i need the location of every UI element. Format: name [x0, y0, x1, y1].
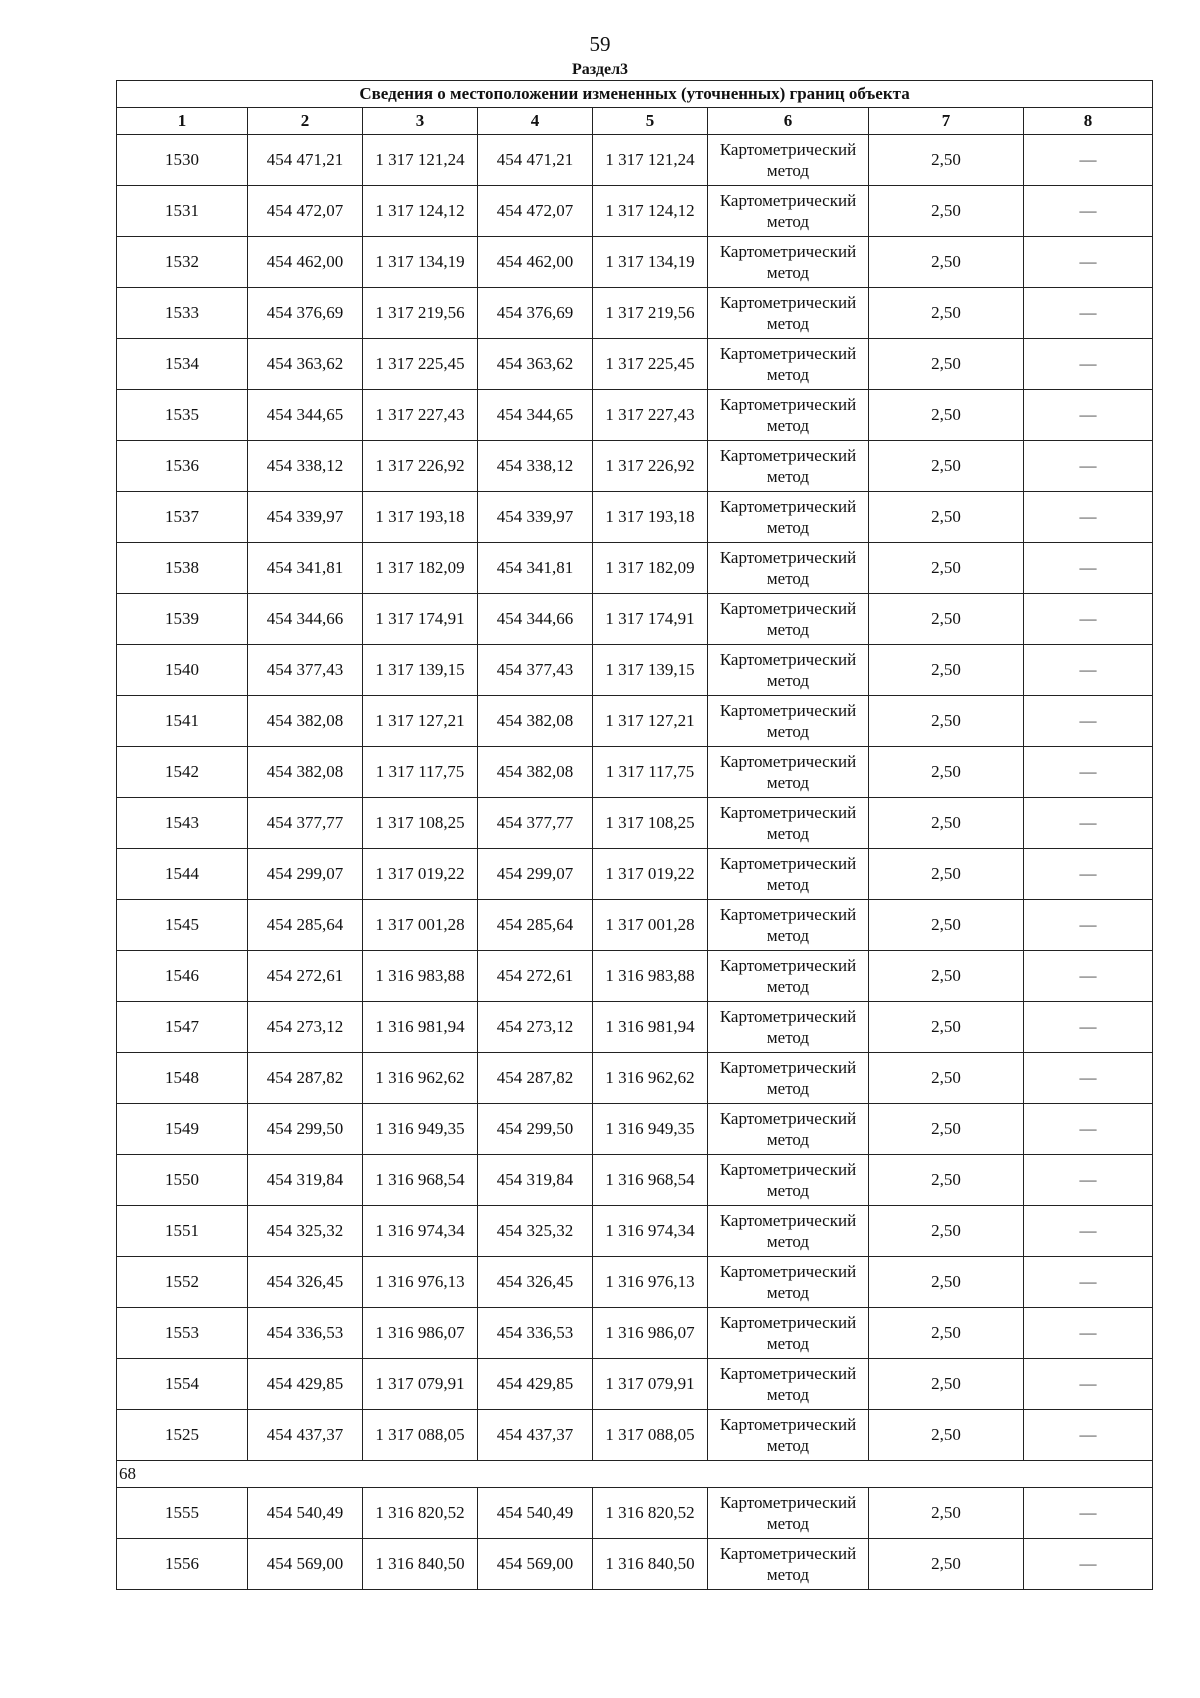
point-number-cell: 1551 — [117, 1206, 248, 1257]
point-number-cell: 1535 — [117, 390, 248, 441]
y-new-cell: 1 317 019,22 — [593, 849, 708, 900]
table-row — [117, 390, 1153, 441]
description-cell: — — [1024, 798, 1153, 849]
method-cell: Картометрический метод — [708, 1488, 869, 1539]
x-old-cell: 454 344,65 — [248, 390, 363, 441]
precision-cell: 2,50 — [869, 1155, 1024, 1206]
x-old-cell: 454 471,21 — [248, 135, 363, 186]
y-old-cell: 1 316 986,07 — [363, 1308, 478, 1359]
y-new-cell: 1 317 193,18 — [593, 492, 708, 543]
table-row — [117, 594, 1153, 645]
method-cell: Картометрический метод — [708, 288, 869, 339]
method-cell: Картометрический метод — [708, 492, 869, 543]
table-row — [117, 747, 1153, 798]
precision-cell: 2,50 — [869, 849, 1024, 900]
column-number: 3 — [363, 108, 478, 135]
y-new-cell: 1 317 227,43 — [593, 390, 708, 441]
table-row — [117, 1410, 1153, 1461]
y-old-cell: 1 316 968,54 — [363, 1155, 478, 1206]
x-old-cell: 454 287,82 — [248, 1053, 363, 1104]
precision-cell: 2,50 — [869, 441, 1024, 492]
column-number: 7 — [869, 108, 1024, 135]
x-old-cell: 454 341,81 — [248, 543, 363, 594]
x-new-cell: 454 338,12 — [478, 441, 593, 492]
column-number: 2 — [248, 108, 363, 135]
description-cell: — — [1024, 900, 1153, 951]
method-cell: Картометрический метод — [708, 1206, 869, 1257]
description-cell: — — [1024, 1539, 1153, 1590]
x-new-cell: 454 471,21 — [478, 135, 593, 186]
description-cell: — — [1024, 390, 1153, 441]
x-old-cell: 454 363,62 — [248, 339, 363, 390]
method-cell: Картометрический метод — [708, 339, 869, 390]
description-cell: — — [1024, 186, 1153, 237]
point-number-cell: 1544 — [117, 849, 248, 900]
method-cell: Картометрический метод — [708, 1053, 869, 1104]
point-number-cell: 1534 — [117, 339, 248, 390]
y-old-cell: 1 317 108,25 — [363, 798, 478, 849]
x-new-cell: 454 319,84 — [478, 1155, 593, 1206]
precision-cell: 2,50 — [869, 1104, 1024, 1155]
y-old-cell: 1 317 219,56 — [363, 288, 478, 339]
point-number-cell: 1546 — [117, 951, 248, 1002]
y-new-cell: 1 317 088,05 — [593, 1410, 708, 1461]
table-row — [117, 900, 1153, 951]
x-old-cell: 454 319,84 — [248, 1155, 363, 1206]
y-new-cell: 1 316 976,13 — [593, 1257, 708, 1308]
y-new-cell: 1 316 968,54 — [593, 1155, 708, 1206]
description-cell: — — [1024, 1410, 1153, 1461]
point-number-cell: 1541 — [117, 696, 248, 747]
column-number: 5 — [593, 108, 708, 135]
precision-cell: 2,50 — [869, 900, 1024, 951]
y-old-cell: 1 316 949,35 — [363, 1104, 478, 1155]
precision-cell: 2,50 — [869, 1488, 1024, 1539]
x-new-cell: 454 569,00 — [478, 1539, 593, 1590]
x-old-cell: 454 540,49 — [248, 1488, 363, 1539]
contour-label: 68 — [117, 1461, 1153, 1488]
y-new-cell: 1 317 124,12 — [593, 186, 708, 237]
method-cell: Картометрический метод — [708, 696, 869, 747]
x-new-cell: 454 377,43 — [478, 645, 593, 696]
method-cell: Картометрический метод — [708, 900, 869, 951]
point-number-cell: 1552 — [117, 1257, 248, 1308]
page-number: 59 — [589, 32, 611, 56]
boundary-coordinates-table — [116, 80, 1153, 1590]
y-old-cell: 1 317 079,91 — [363, 1359, 478, 1410]
precision-cell: 2,50 — [869, 339, 1024, 390]
y-new-cell: 1 317 174,91 — [593, 594, 708, 645]
column-number: 8 — [1024, 108, 1153, 135]
method-cell: Картометрический метод — [708, 594, 869, 645]
point-number-cell: 1545 — [117, 900, 248, 951]
table-row — [117, 1359, 1153, 1410]
table-row — [117, 186, 1153, 237]
table-row — [117, 696, 1153, 747]
x-new-cell: 454 344,65 — [478, 390, 593, 441]
y-old-cell: 1 317 001,28 — [363, 900, 478, 951]
y-new-cell: 1 317 108,25 — [593, 798, 708, 849]
x-old-cell: 454 339,97 — [248, 492, 363, 543]
y-new-cell: 1 316 983,88 — [593, 951, 708, 1002]
precision-cell: 2,50 — [869, 492, 1024, 543]
x-old-cell: 454 299,07 — [248, 849, 363, 900]
y-new-cell: 1 317 079,91 — [593, 1359, 708, 1410]
point-number-cell: 1530 — [117, 135, 248, 186]
description-cell: — — [1024, 1053, 1153, 1104]
y-old-cell: 1 317 225,45 — [363, 339, 478, 390]
precision-cell: 2,50 — [869, 1359, 1024, 1410]
y-new-cell: 1 316 981,94 — [593, 1002, 708, 1053]
table-row — [117, 645, 1153, 696]
description-cell: — — [1024, 594, 1153, 645]
point-number-cell: 1540 — [117, 645, 248, 696]
point-number-cell: 1547 — [117, 1002, 248, 1053]
table-row — [117, 1308, 1153, 1359]
x-new-cell: 454 299,07 — [478, 849, 593, 900]
y-old-cell: 1 316 840,50 — [363, 1539, 478, 1590]
method-cell: Картометрический метод — [708, 1308, 869, 1359]
description-cell: — — [1024, 135, 1153, 186]
method-cell: Картометрический метод — [708, 1359, 869, 1410]
x-old-cell: 454 285,64 — [248, 900, 363, 951]
section-title: Раздел3 — [571, 61, 629, 78]
method-cell: Картометрический метод — [708, 747, 869, 798]
table-row — [117, 1257, 1153, 1308]
contour-row — [117, 1461, 1153, 1488]
method-cell: Картометрический метод — [708, 645, 869, 696]
precision-cell: 2,50 — [869, 1257, 1024, 1308]
point-number-cell: 1531 — [117, 186, 248, 237]
y-new-cell: 1 317 226,92 — [593, 441, 708, 492]
table-row — [117, 951, 1153, 1002]
method-cell: Картометрический метод — [708, 798, 869, 849]
table-row — [117, 849, 1153, 900]
precision-cell: 2,50 — [869, 1053, 1024, 1104]
table-row — [117, 1155, 1153, 1206]
point-number-cell: 1542 — [117, 747, 248, 798]
y-new-cell: 1 316 962,62 — [593, 1053, 708, 1104]
y-old-cell: 1 317 124,12 — [363, 186, 478, 237]
description-cell: — — [1024, 1155, 1153, 1206]
precision-cell: 2,50 — [869, 1308, 1024, 1359]
description-cell: — — [1024, 339, 1153, 390]
x-new-cell: 454 429,85 — [478, 1359, 593, 1410]
table-title: Сведения о местоположении измененных (уточненных) границ объекта — [117, 81, 1153, 108]
method-cell: Картометрический метод — [708, 1002, 869, 1053]
precision-cell: 2,50 — [869, 186, 1024, 237]
column-number: 4 — [478, 108, 593, 135]
precision-cell: 2,50 — [869, 594, 1024, 645]
y-old-cell: 1 316 981,94 — [363, 1002, 478, 1053]
table-row — [117, 1539, 1153, 1590]
precision-cell: 2,50 — [869, 135, 1024, 186]
y-new-cell: 1 317 117,75 — [593, 747, 708, 798]
description-cell: — — [1024, 1308, 1153, 1359]
precision-cell: 2,50 — [869, 288, 1024, 339]
table-body — [117, 135, 1153, 1590]
x-new-cell: 454 325,32 — [478, 1206, 593, 1257]
y-new-cell: 1 317 121,24 — [593, 135, 708, 186]
y-new-cell: 1 317 225,45 — [593, 339, 708, 390]
precision-cell: 2,50 — [869, 237, 1024, 288]
description-cell: — — [1024, 1206, 1153, 1257]
description-cell: — — [1024, 1002, 1153, 1053]
method-cell: Картометрический метод — [708, 237, 869, 288]
x-old-cell: 454 326,45 — [248, 1257, 363, 1308]
method-cell: Картометрический метод — [708, 1410, 869, 1461]
point-number-cell: 1548 — [117, 1053, 248, 1104]
x-old-cell: 454 377,43 — [248, 645, 363, 696]
x-old-cell: 454 437,37 — [248, 1410, 363, 1461]
x-old-cell: 454 338,12 — [248, 441, 363, 492]
point-number-cell: 1556 — [117, 1539, 248, 1590]
y-new-cell: 1 316 820,52 — [593, 1488, 708, 1539]
y-old-cell: 1 316 976,13 — [363, 1257, 478, 1308]
x-new-cell: 454 273,12 — [478, 1002, 593, 1053]
y-old-cell: 1 317 193,18 — [363, 492, 478, 543]
x-old-cell: 454 272,61 — [248, 951, 363, 1002]
table-row — [117, 237, 1153, 288]
table-row — [117, 339, 1153, 390]
y-new-cell: 1 317 127,21 — [593, 696, 708, 747]
description-cell: — — [1024, 1257, 1153, 1308]
method-cell: Картометрический метод — [708, 1155, 869, 1206]
y-old-cell: 1 316 974,34 — [363, 1206, 478, 1257]
x-new-cell: 454 382,08 — [478, 747, 593, 798]
table-row — [117, 1488, 1153, 1539]
description-cell: — — [1024, 747, 1153, 798]
x-new-cell: 454 326,45 — [478, 1257, 593, 1308]
method-cell: Картометрический метод — [708, 849, 869, 900]
method-cell: Картометрический метод — [708, 390, 869, 441]
point-number-cell: 1532 — [117, 237, 248, 288]
x-new-cell: 454 377,77 — [478, 798, 593, 849]
x-old-cell: 454 273,12 — [248, 1002, 363, 1053]
method-cell: Картометрический метод — [708, 186, 869, 237]
precision-cell: 2,50 — [869, 1206, 1024, 1257]
precision-cell: 2,50 — [869, 951, 1024, 1002]
x-new-cell: 454 336,53 — [478, 1308, 593, 1359]
x-new-cell: 454 299,50 — [478, 1104, 593, 1155]
description-cell: — — [1024, 237, 1153, 288]
point-number-cell: 1555 — [117, 1488, 248, 1539]
x-old-cell: 454 429,85 — [248, 1359, 363, 1410]
table-row — [117, 135, 1153, 186]
x-old-cell: 454 336,53 — [248, 1308, 363, 1359]
y-old-cell: 1 317 127,21 — [363, 696, 478, 747]
description-cell: — — [1024, 951, 1153, 1002]
x-old-cell: 454 377,77 — [248, 798, 363, 849]
y-new-cell: 1 317 139,15 — [593, 645, 708, 696]
precision-cell: 2,50 — [869, 798, 1024, 849]
y-old-cell: 1 317 226,92 — [363, 441, 478, 492]
point-number-cell: 1533 — [117, 288, 248, 339]
description-cell: — — [1024, 492, 1153, 543]
y-old-cell: 1 317 227,43 — [363, 390, 478, 441]
y-new-cell: 1 316 840,50 — [593, 1539, 708, 1590]
y-new-cell: 1 316 949,35 — [593, 1104, 708, 1155]
method-cell: Картометрический метод — [708, 1257, 869, 1308]
point-number-cell: 1549 — [117, 1104, 248, 1155]
y-old-cell: 1 316 962,62 — [363, 1053, 478, 1104]
table-row — [117, 1053, 1153, 1104]
y-new-cell: 1 317 001,28 — [593, 900, 708, 951]
y-old-cell: 1 317 019,22 — [363, 849, 478, 900]
x-old-cell: 454 569,00 — [248, 1539, 363, 1590]
precision-cell: 2,50 — [869, 696, 1024, 747]
point-number-cell: 1539 — [117, 594, 248, 645]
table-row — [117, 798, 1153, 849]
x-old-cell: 454 376,69 — [248, 288, 363, 339]
x-new-cell: 454 344,66 — [478, 594, 593, 645]
table-row — [117, 288, 1153, 339]
y-new-cell: 1 316 986,07 — [593, 1308, 708, 1359]
point-number-cell: 1536 — [117, 441, 248, 492]
y-old-cell: 1 317 182,09 — [363, 543, 478, 594]
table-row — [117, 543, 1153, 594]
column-number: 1 — [117, 108, 248, 135]
x-new-cell: 454 462,00 — [478, 237, 593, 288]
x-new-cell: 454 363,62 — [478, 339, 593, 390]
x-old-cell: 454 472,07 — [248, 186, 363, 237]
precision-cell: 2,50 — [869, 1539, 1024, 1590]
y-old-cell: 1 317 117,75 — [363, 747, 478, 798]
x-old-cell: 454 344,66 — [248, 594, 363, 645]
y-old-cell: 1 317 121,24 — [363, 135, 478, 186]
x-new-cell: 454 437,37 — [478, 1410, 593, 1461]
column-number: 6 — [708, 108, 869, 135]
point-number-cell: 1525 — [117, 1410, 248, 1461]
description-cell: — — [1024, 849, 1153, 900]
precision-cell: 2,50 — [869, 390, 1024, 441]
method-cell: Картометрический метод — [708, 1104, 869, 1155]
method-cell: Картометрический метод — [708, 135, 869, 186]
method-cell: Картометрический метод — [708, 543, 869, 594]
x-new-cell: 454 376,69 — [478, 288, 593, 339]
y-new-cell: 1 317 219,56 — [593, 288, 708, 339]
y-new-cell: 1 317 182,09 — [593, 543, 708, 594]
x-old-cell: 454 382,08 — [248, 747, 363, 798]
x-new-cell: 454 339,97 — [478, 492, 593, 543]
x-old-cell: 454 299,50 — [248, 1104, 363, 1155]
method-cell: Картометрический метод — [708, 1539, 869, 1590]
table-row — [117, 492, 1153, 543]
x-new-cell: 454 285,64 — [478, 900, 593, 951]
table-row — [117, 1104, 1153, 1155]
y-old-cell: 1 316 983,88 — [363, 951, 478, 1002]
point-number-cell: 1543 — [117, 798, 248, 849]
y-old-cell: 1 316 820,52 — [363, 1488, 478, 1539]
description-cell: — — [1024, 1359, 1153, 1410]
y-new-cell: 1 316 974,34 — [593, 1206, 708, 1257]
x-old-cell: 454 462,00 — [248, 237, 363, 288]
y-old-cell: 1 317 134,19 — [363, 237, 478, 288]
precision-cell: 2,50 — [869, 1410, 1024, 1461]
x-new-cell: 454 341,81 — [478, 543, 593, 594]
x-new-cell: 454 287,82 — [478, 1053, 593, 1104]
x-old-cell: 454 382,08 — [248, 696, 363, 747]
point-number-cell: 1553 — [117, 1308, 248, 1359]
description-cell: — — [1024, 288, 1153, 339]
y-old-cell: 1 317 174,91 — [363, 594, 478, 645]
method-cell: Картометрический метод — [708, 441, 869, 492]
table-row — [117, 441, 1153, 492]
x-new-cell: 454 472,07 — [478, 186, 593, 237]
precision-cell: 2,50 — [869, 747, 1024, 798]
precision-cell: 2,50 — [869, 1002, 1024, 1053]
point-number-cell: 1537 — [117, 492, 248, 543]
description-cell: — — [1024, 543, 1153, 594]
description-cell: — — [1024, 441, 1153, 492]
y-old-cell: 1 317 088,05 — [363, 1410, 478, 1461]
point-number-cell: 1550 — [117, 1155, 248, 1206]
x-old-cell: 454 325,32 — [248, 1206, 363, 1257]
description-cell: — — [1024, 1104, 1153, 1155]
method-cell: Картометрический метод — [708, 951, 869, 1002]
table-row — [117, 1206, 1153, 1257]
description-cell: — — [1024, 645, 1153, 696]
description-cell: — — [1024, 1488, 1153, 1539]
x-new-cell: 454 272,61 — [478, 951, 593, 1002]
x-new-cell: 454 540,49 — [478, 1488, 593, 1539]
point-number-cell: 1538 — [117, 543, 248, 594]
x-new-cell: 454 382,08 — [478, 696, 593, 747]
precision-cell: 2,50 — [869, 645, 1024, 696]
precision-cell: 2,50 — [869, 543, 1024, 594]
y-old-cell: 1 317 139,15 — [363, 645, 478, 696]
description-cell: — — [1024, 696, 1153, 747]
table-row — [117, 1002, 1153, 1053]
y-new-cell: 1 317 134,19 — [593, 237, 708, 288]
point-number-cell: 1554 — [117, 1359, 248, 1410]
